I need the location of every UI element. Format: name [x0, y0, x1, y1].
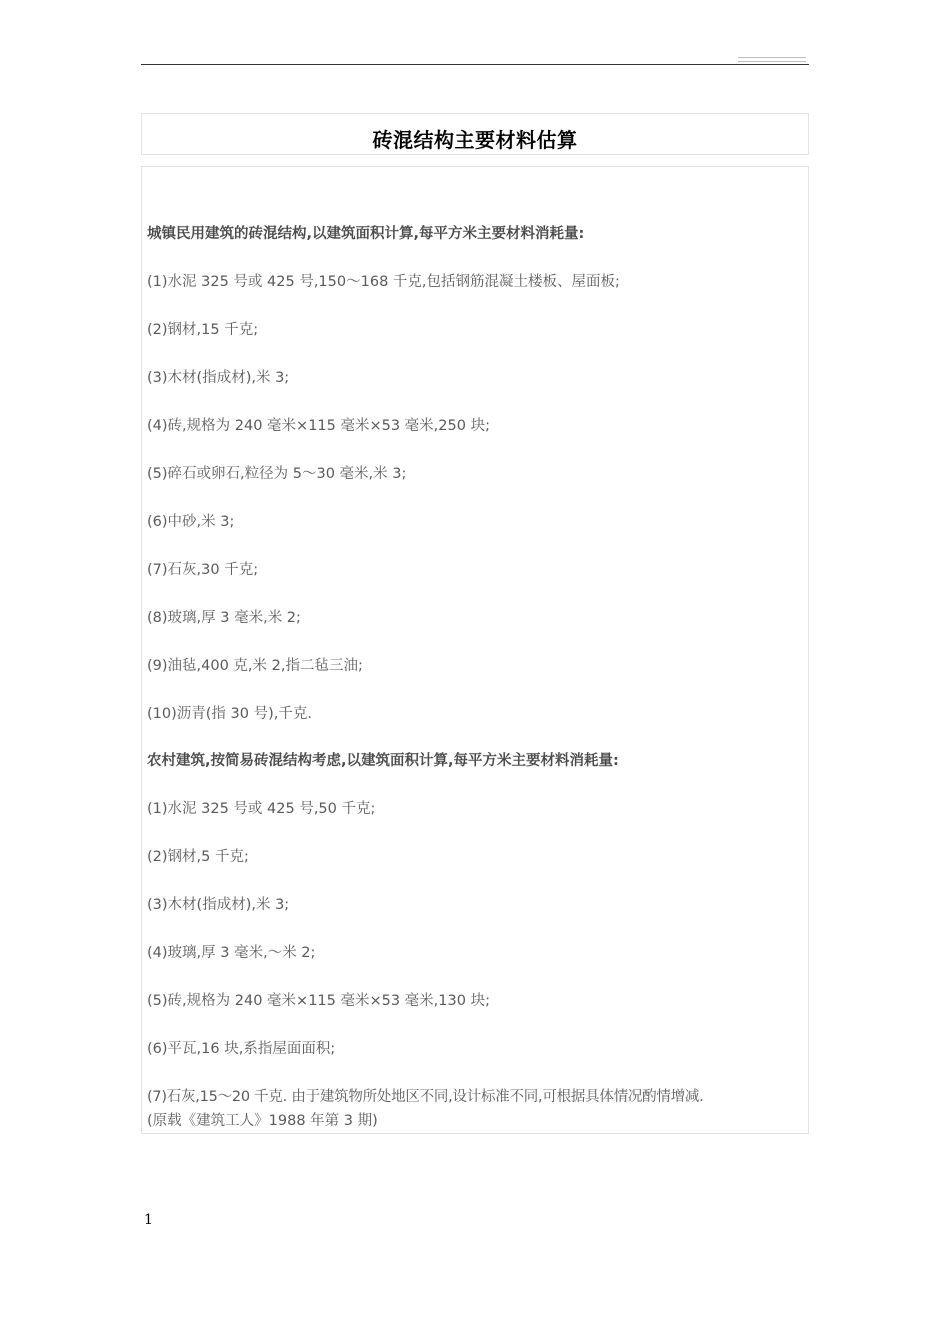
- urban-item: (2)钢材,15 千克;: [147, 322, 259, 338]
- urban-item: (4)砖,规格为 240 毫米×115 毫米×53 毫米,250 块;: [147, 418, 490, 434]
- rural-item: (4)玻璃,厚 3 毫米,～米 2;: [147, 945, 316, 961]
- urban-item: (5)碎石或卵石,粒径为 5～30 毫米,米 3;: [147, 466, 407, 482]
- urban-heading: 城镇民用建筑的砖混结构,以建筑面积计算,每平方米主要材料消耗量:: [147, 226, 585, 242]
- page-number: 1: [144, 1212, 153, 1228]
- header-mark-line: [738, 61, 806, 62]
- urban-item: (7)石灰,30 千克;: [147, 562, 259, 578]
- urban-item: (8)玻璃,厚 3 毫米,米 2;: [147, 610, 301, 626]
- rural-item: (5)砖,规格为 240 毫米×115 毫米×53 毫米,130 块;: [147, 993, 490, 1009]
- rural-item: (2)钢材,5 千克;: [147, 849, 249, 865]
- rural-item: (7)石灰,15～20 千克. 由于建筑物所处地区不同,设计标准不同,可根据具体情况酌情增减.: [147, 1089, 704, 1105]
- rural-item: (6)平瓦,16 块,系指屋面面积;: [147, 1041, 336, 1057]
- rural-item: (1)水泥 325 号或 425 号,50 千克;: [147, 801, 376, 817]
- rural-item: (3)木材(指成材),米 3;: [147, 897, 290, 913]
- rural-heading: 农村建筑,按简易砖混结构考虑,以建筑面积计算,每平方米主要材料消耗量:: [147, 753, 619, 769]
- document-title: 砖混结构主要材料估算: [372, 128, 578, 152]
- urban-item: (10)沥青(指 30 号),千克.: [147, 706, 312, 722]
- header-rule: [141, 64, 809, 65]
- urban-item: (3)木材(指成材),米 3;: [147, 370, 290, 386]
- title-box: [141, 113, 809, 155]
- urban-item: (9)油毡,400 克,米 2,指二毡三油;: [147, 658, 363, 674]
- urban-item: (6)中砂,米 3;: [147, 514, 235, 530]
- source-note: (原载《建筑工人》1988 年第 3 期): [147, 1113, 378, 1129]
- content-box: [141, 166, 809, 1134]
- urban-item: (1)水泥 325 号或 425 号,150～168 千克,包括钢筋混凝土楼板、屋面板;: [147, 274, 620, 290]
- header-mark-line: [738, 57, 806, 58]
